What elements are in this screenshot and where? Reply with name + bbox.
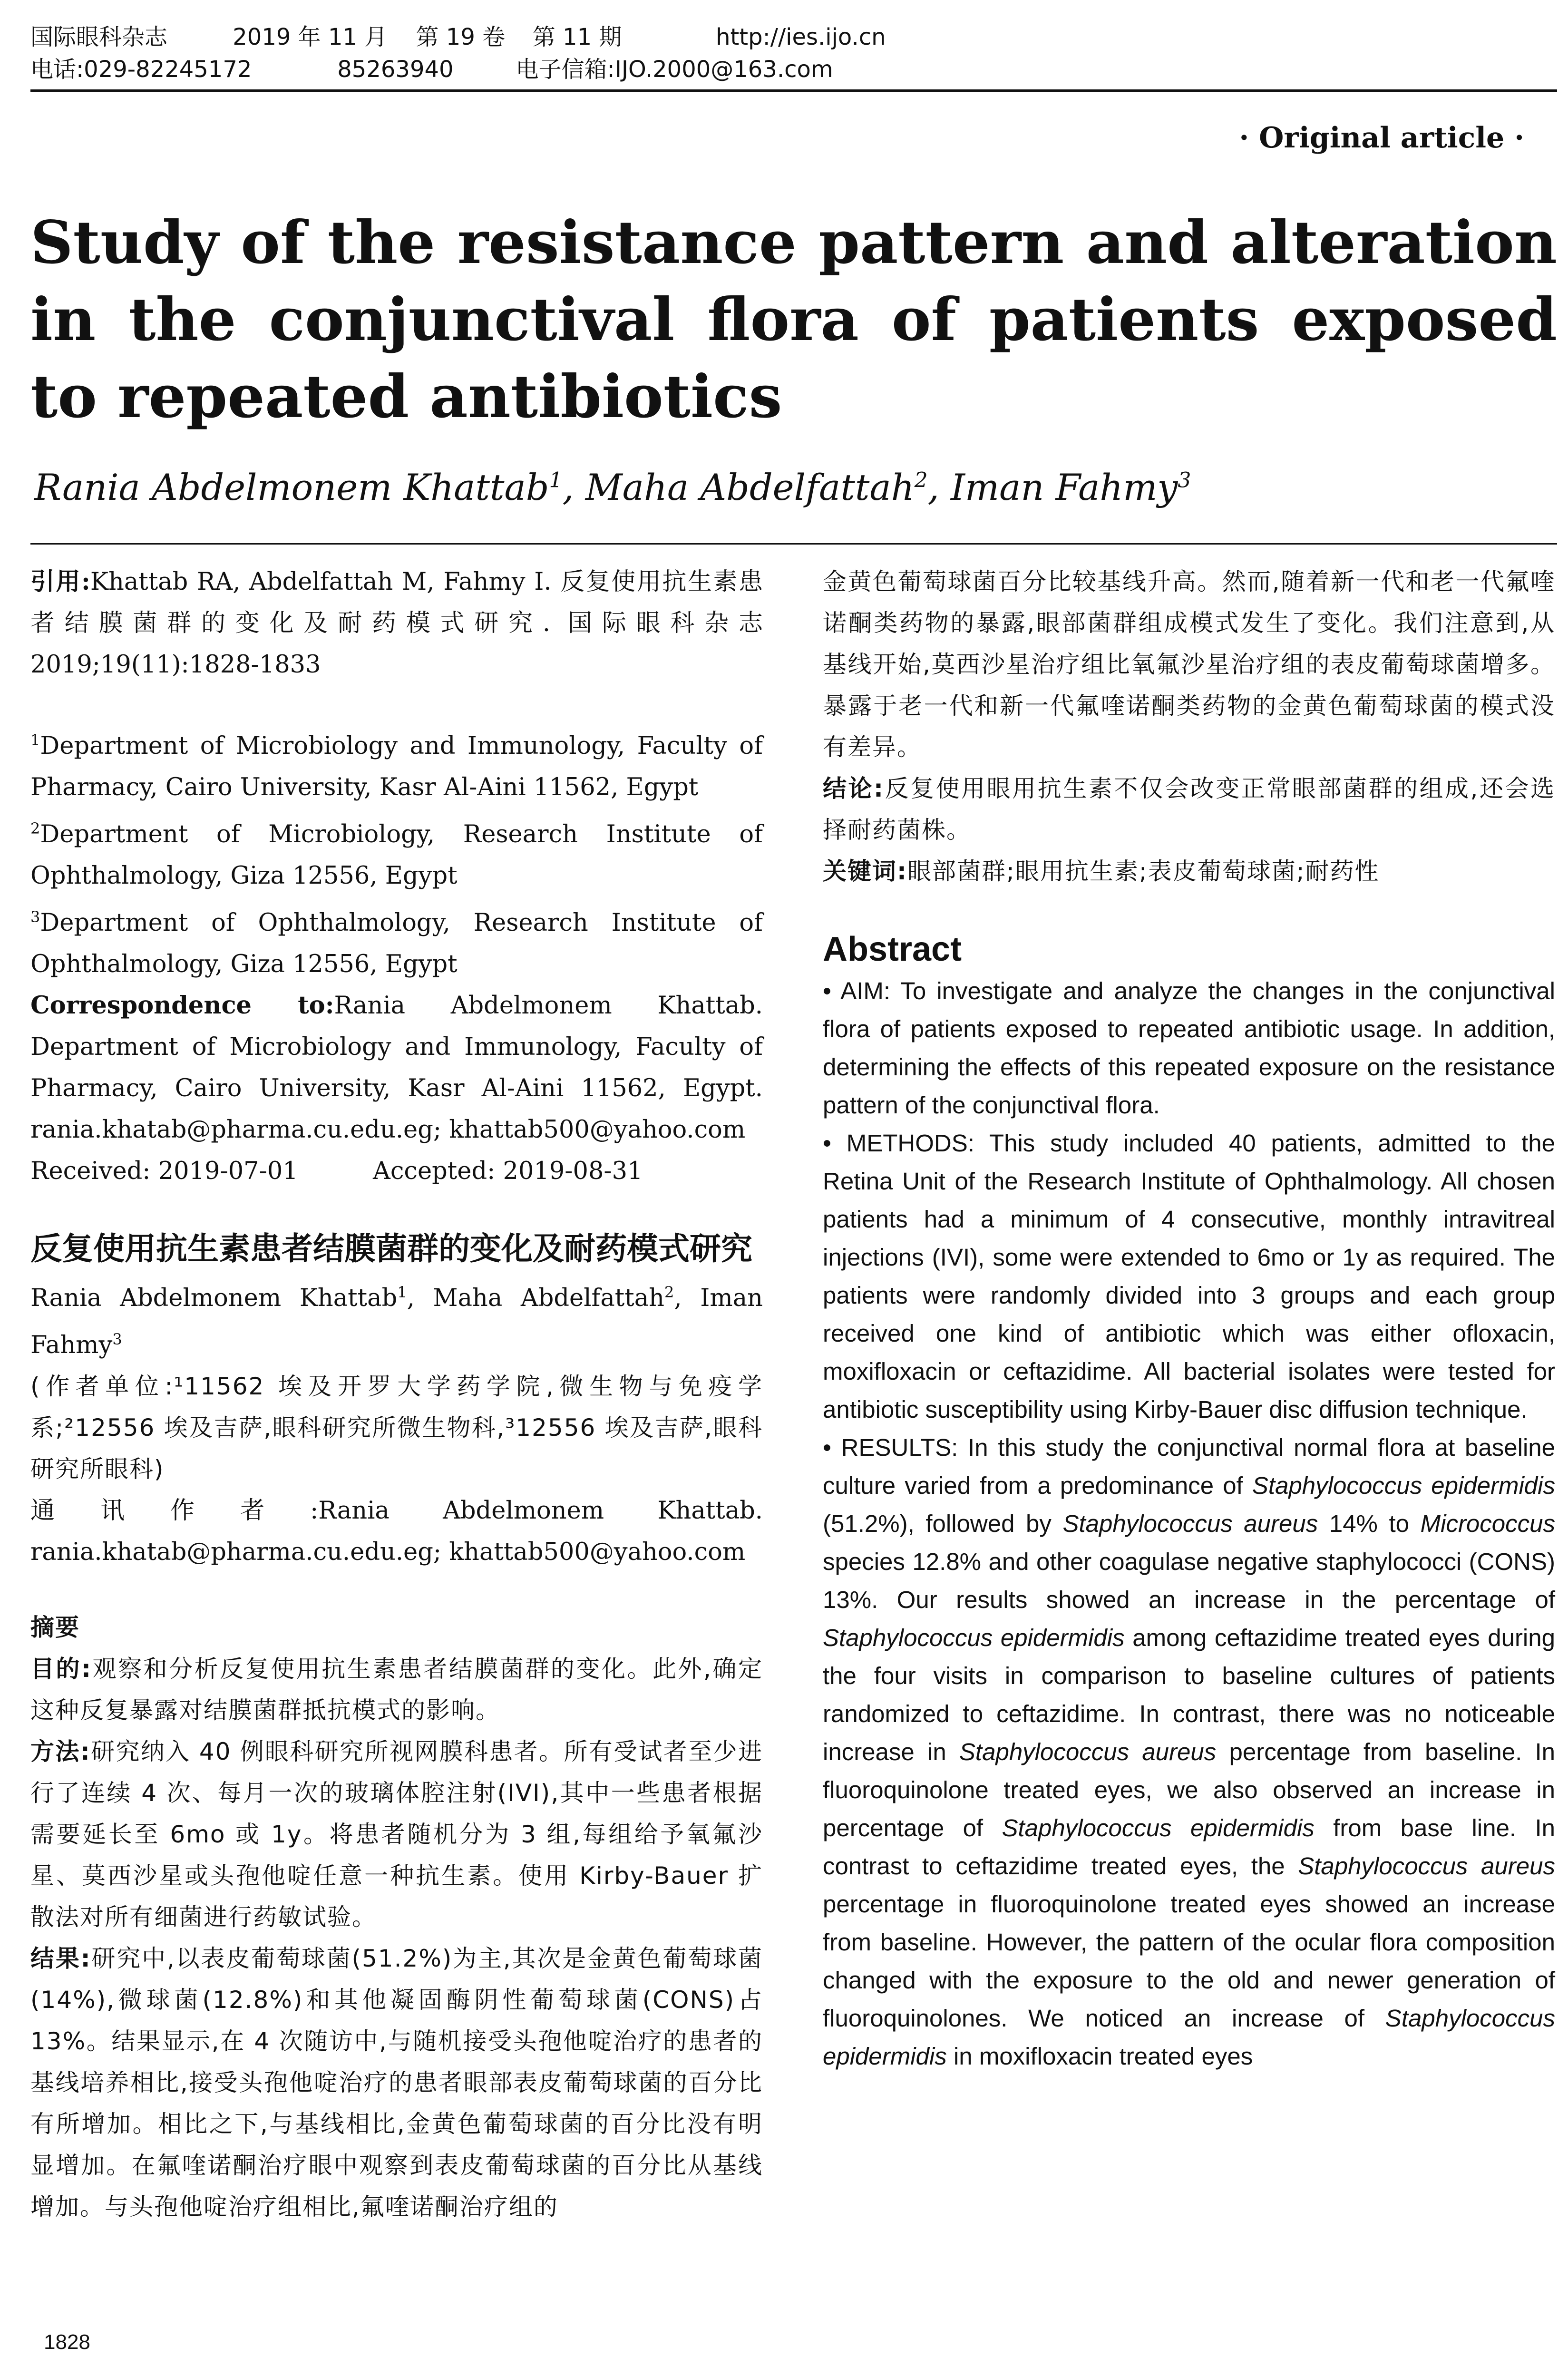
correspondence-text: Rania Abdelmonem Khattab. Department of Microbiology and Immunology, Faculty of Pharmacy, Cairo University, Kasr Al-Aini 11562, Egypt. rania.khatab@pharma.cu.edu.eg; khattab500@yahoo.com (30, 992, 763, 1144)
chinese-title: 反复使用抗生素患者结膜菌群的变化及耐药模式研究 (30, 1230, 752, 1267)
methods-label: METHODS: (846, 1130, 974, 1157)
results-text-7: from base line. In contrast to ceftazidime treated eyes, the (823, 1814, 1556, 1880)
results-text-3: 14% to (1329, 1510, 1410, 1537)
species-s-aureus: Staphylococcus aureus (1062, 1510, 1318, 1537)
cn-keywords (823, 851, 1555, 892)
cn-results-label: 结果: (30, 1945, 91, 1972)
species-s-aureus-3: Staphylococcus aureus (1298, 1852, 1555, 1880)
species-s-epidermidis: Staphylococcus epidermidis (1252, 1472, 1555, 1499)
correspondence (30, 985, 763, 1150)
cn-conclusion-text: 反复使用眼用抗生素不仅会改变正常眼部菌群的组成,还会选择耐药菌株。 (823, 775, 1555, 844)
author-2-mark: 2 (914, 468, 928, 493)
left-column (30, 561, 763, 2228)
affiliation-3: $^3$Department of Ophthalmology, Research Institute of Ophthalmology, Giza 12556, Egypt (30, 908, 763, 978)
cn-conclusion (823, 768, 1555, 851)
species-s-epidermidis-4: Staphylococcus epidermidis (823, 2005, 1555, 2070)
phone-2: 85263940 (337, 56, 454, 83)
author-3-mark: 3 (1178, 468, 1191, 493)
aim-label: AIM: (840, 977, 891, 1004)
species-micrococcus: Micrococcus (1420, 1510, 1556, 1537)
abstract-methods: • METHODS: This study included 40 patients, admitted to the Retina Unit of the Research Institute of Ophthalmology. All chosen patients had a minimum of 4 consecutive, monthly intravitreal injections (IVI), some were extended to 6mo or 1y as required. The patients were randomly divided into 3 groups and each group received one kind of antibiotic which was either ofloxacin, moxifloxacin or ceftazidime. All bacterial isolates were tested for antibiotic susceptibility using Kirby-Bauer disc diffusion technique. (823, 1130, 1555, 1423)
issue-date: 2019 年 11 月 (233, 24, 388, 50)
email: 电子信箱:IJO.2000@163.com (516, 56, 833, 83)
chinese-units: (作者单位:¹11562 埃及开罗大学药学院,微生物与免疫学系;²12556 埃及吉萨,眼科研究所微生物科,³12556 埃及吉萨,眼科研究所眼科) (30, 1373, 763, 1483)
issue: 第 11 期 (532, 24, 622, 50)
results-text-1: In this study the conjunctival normal flora at baseline culture varied from a predominance of (823, 1434, 1556, 1499)
article-title: Study of the resistance pattern and alteration in the conjunctival flora of patients exposed to repeated antibiotics (30, 208, 1557, 431)
page-number: 1828 (44, 2330, 90, 2354)
author-1-mark: 1 (549, 468, 563, 493)
affiliation-1-text: Department of Microbiology and Immunology, Faculty of Pharmacy, Cairo University, Kasr Al-Aini 11562, Egypt (30, 732, 763, 801)
article-type: · Original article · (1239, 121, 1524, 155)
chinese-authors: Rania Abdelmonem Khattab$^1$, Maha Abdelfattah$^2$, Iman Fahmy$^3$ (30, 1283, 763, 1359)
aim-text: To investigate and analyze the changes in the conjunctival flora of patients exposed to repeated antibiotic usage. In addition, determining the effects of this repeated exposure on the resistance pattern of the conjunctival flora. (823, 977, 1556, 1119)
citation (30, 561, 763, 685)
cn-results-text: 研究中,以表皮葡萄球菌(51.2%)为主,其次是金黄色葡萄球菌(14%),微球菌(12.8%)和其他凝固酶阴性葡萄球菌(CONS)占 13%。结果显示,在 4 次随访中,与随机接受头孢他啶治疗的患者的基线培养相比,接受头孢他啶治疗的患者眼部表皮葡萄球菌的百分比有所增加。相比之下,与基线相比,金黄色葡萄球菌的百分比没有明显增加。在氟喹诺酮治疗眼中观察到表皮葡萄球菌的百分比从基线增加。与头孢他啶治疗组相比,氟喹诺酮治疗组的 (30, 1945, 763, 2221)
citation-label: 引用: (30, 567, 90, 596)
cn-aim-label: 目的: (30, 1655, 92, 1683)
journal-url[interactable]: http://ies.ijo.cn (716, 24, 886, 50)
cn-author-3: Iman Fahmy (30, 1284, 763, 1359)
cn-keywords-label: 关键词: (823, 857, 907, 885)
cn-keywords-text: 眼部菌群;眼用抗生素;表皮葡萄球菌;耐药性 (907, 857, 1380, 885)
affiliation-3-text: Department of Ophthalmology, Research Institute of Ophthalmology, Giza 12556, Egypt (30, 909, 763, 978)
cn-author-2: Maha Abdelfattah (433, 1284, 665, 1312)
species-s-epidermidis-2: Staphylococcus epidermidis (823, 1624, 1125, 1651)
header-rule (30, 89, 1557, 92)
cn-methods-label: 方法: (30, 1738, 91, 1765)
results-text-6: percentage from baseline. In fluoroquinolone treated eyes, we also observed an increase in percentage of (823, 1738, 1556, 1841)
results-text-2: (51.2%), followed by (823, 1510, 1052, 1537)
cn-results-continued: 金黄色葡萄球菌百分比较基线升高。然而,随着新一代和老一代氟喹诺酮类药物的暴露,眼部菌群组成模式发生了变化。我们注意到,从基线开始,莫西沙星治疗组比氧氟沙星治疗组的表皮葡萄球菌增多。暴露于老一代和新一代氟喹诺酮类药物的金黄色葡萄球菌的模式没有差异。 (823, 568, 1555, 761)
cn-methods-text: 研究纳入 40 例眼科研究所视网膜科患者。所有受试者至少进行了连续 4 次、每月一次的玻璃体腔注射(IVI),其中一些患者根据需要延长至 6mo 或 1y。将患者随机分为 3 组,每组给予氧氟沙星、莫西沙星或头孢他啶任意一种抗生素。使用 Kirby-Bauer 扩散法对所有细菌进行药敏试验。 (30, 1738, 763, 1931)
abstract-heading: Abstract (823, 930, 962, 968)
affiliation-2: $^2$Department of Microbiology, Research Institute of Ophthalmology, Giza 12556, Egypt (30, 819, 763, 890)
species-s-aureus-2: Staphylococcus aureus (959, 1738, 1217, 1765)
authors-rule (30, 543, 1557, 545)
abstract-aim: • AIM: To investigate and analyze the changes in the conjunctival flora of patients exposed to repeated antibiotic usage. In addition, determining the effects of this repeated exposure on the resistance pattern of the conjunctival flora. (823, 977, 1556, 1119)
affiliation-1: $^1$Department of Microbiology and Immunology, Faculty of Pharmacy, Cairo University, Kasr Al-Aini 11562, Egypt (30, 731, 763, 801)
abstract-results: • RESULTS: In this study the conjunctival normal flora at baseline culture varied from a predominance of Staphylococcus epidermidis (51.2%), followed by Staphylococcus aureus 14% to Micrococcus species 12.8% and other coagulase negative staphylococci (CONS) 13%. Our results showed an increase in the percentage of Staphylococcus epidermidis among ceftazidime treated eyes during the four visits in comparison to baseline cultures of patients randomized to ceftazidime. In contrast, there was no noticeable increase in Staphylococcus aureus percentage from baseline. In fluoroquinolone treated eyes, we also observed an increase in percentage of Staphylococcus epidermidis from base line. In contrast to ceftazidime treated eyes, the Staphylococcus aureus percentage in fluoroquinolone treated eyes showed an increase from baseline. However, the pattern of the ocular flora composition changed with the exposure to the old and newer generation of fluoroquinolones. We noticed an increase of Staphylococcus epidermidis in moxifloxacin treated eyes (823, 1434, 1556, 2070)
author-2: Maha Abdelfattah (585, 466, 915, 508)
received-date: Received: 2019-07-01 (30, 1157, 298, 1185)
results-text-4: species 12.8% and other coagulase negative staphylococci (CONS) 13%. Our results showed an increase in the percentage of (823, 1548, 1555, 1613)
chinese-abstract-heading: 摘要 (30, 1614, 80, 1641)
results-text-5: among ceftazidime treated eyes during the four visits in comparison to baseline cultures of patients randomized to ceftazidime. In contrast, there was no noticeable increase in (823, 1624, 1555, 1765)
cn-methods (30, 1731, 763, 1938)
cn-author-1: Rania Abdelmonem Khattab (30, 1284, 398, 1312)
cn-aim-text: 观察和分析反复使用抗生素患者结膜菌群的变化。此外,确定这种反复暴露对结膜菌群抵抗模式的影响。 (30, 1655, 763, 1724)
correspondence-label: Correspondence to: (30, 991, 334, 1020)
journal-name: 国际眼科杂志 (30, 24, 168, 50)
author-3: Iman Fahmy (950, 466, 1178, 508)
header-line-2 (30, 53, 1557, 86)
header-line-1 (30, 21, 1557, 53)
affiliation-2-text: Department of Microbiology, Research Institute of Ophthalmology, Giza 12556, Egypt (30, 820, 763, 890)
phone: 电话:029-82245172 (30, 56, 252, 83)
accepted-date: Accepted: 2019-08-31 (373, 1157, 643, 1185)
dates (30, 1150, 763, 1192)
results-text-9: in moxifloxacin treated eyes (953, 2043, 1253, 2070)
cn-aim (30, 1648, 763, 1731)
citation-text: Khattab RA, Abdelfattah M, Fahmy I. 反复使用抗生素患者结膜菌群的变化及耐药模式研究. 国际眼科杂志 2019;19(11):1828-1833 (30, 568, 763, 679)
cn-results (30, 1938, 763, 2228)
volume: 第 19 卷 (416, 24, 506, 50)
right-column (823, 561, 1555, 2075)
species-s-epidermidis-3: Staphylococcus epidermidis (1002, 1814, 1315, 1841)
author-1: Rania Abdelmonem Khattab (34, 466, 549, 508)
author-line: Rania Abdelmonem Khattab$^1$, Maha Abdelfattah$^2$, Iman Fahmy$^3$ (34, 466, 1191, 508)
results-text-8: percentage in fluoroquinolone treated eyes showed an increase from baseline. However, the pattern of the ocular flora composition changed with the exposure to the old and newer generation of fluoroquinolones. We noticed an increase of (823, 1890, 1555, 2032)
results-label: RESULTS: (841, 1434, 958, 1461)
cn-conclusion-label: 结论: (823, 775, 885, 802)
methods-text: This study included 40 patients, admitted to the Retina Unit of the Research Institute of Ophthalmology. All chosen patients had a minimum of 4 consecutive, monthly intravitreal injections (IVI), some were extended to 6mo or 1y as required. The patients were randomly divided into 3 groups and each group received one kind of antibiotic which was either ofloxacin, moxifloxacin or ceftazidime. All bacterial isolates were tested for antibiotic susceptibility using Kirby-Bauer disc diffusion technique. (823, 1130, 1555, 1423)
chinese-correspondence: 通讯作者:Rania Abdelmonem Khattab. rania.khatab@pharma.cu.edu.eg; khattab500@yahoo.com (30, 1497, 763, 1566)
journal-header (30, 21, 1557, 86)
